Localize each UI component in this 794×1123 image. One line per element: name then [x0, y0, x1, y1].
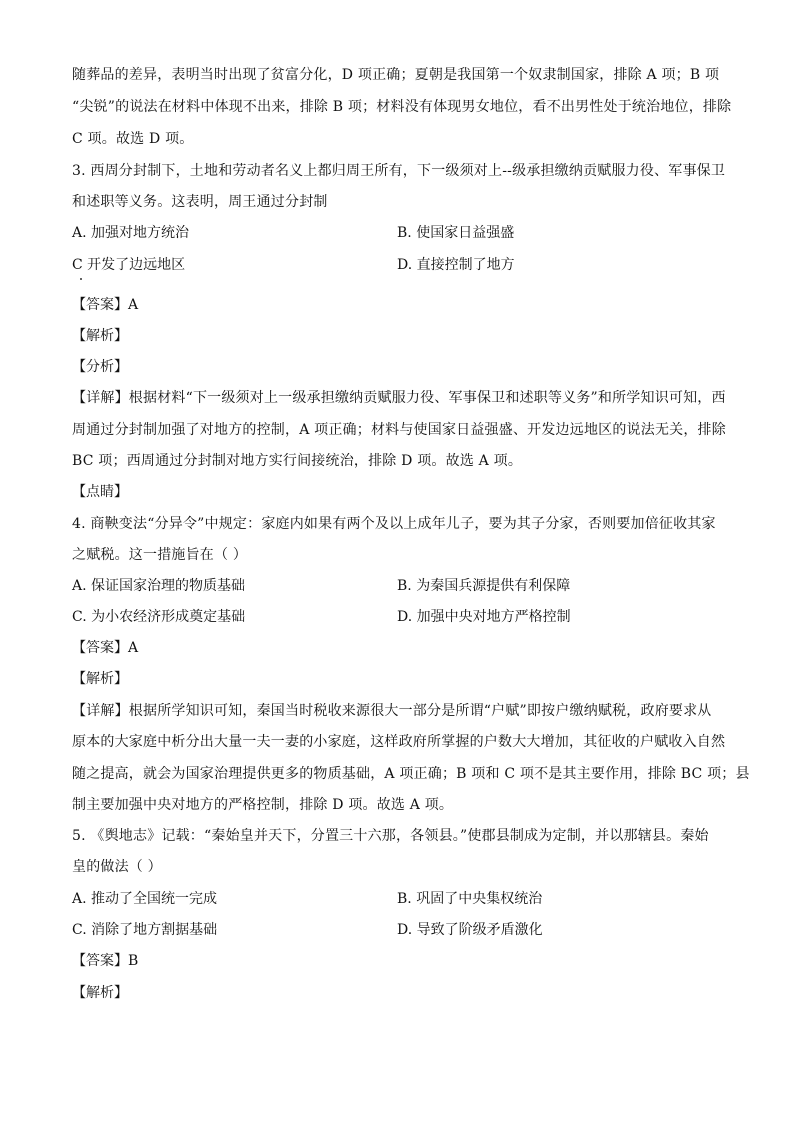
q4-option-c: C. 为小农经济形成奠定基础: [72, 609, 246, 625]
q4-answer: 【答案】A: [72, 640, 139, 656]
q4-stem-line-2: 之赋税。这一措施旨在（ ）: [72, 547, 248, 563]
intro-line-2: “尖锐”的说法在材料中体现不出来，排除 B 项；材料没有体现男女地位，看不出男性处于统治地位，排除: [72, 99, 732, 115]
q4-stem-line-1: 4. 商鞅变法“分异令”中规定：家庭内如果有两个及以上成年儿子，要为其子分家，否则要加倍征收其家: [72, 516, 716, 532]
q4-detail-line-3: 随之提高，就会为国家治理提供更多的物质基础，A 项正确；B 项和 C 项不是其主要作用，排除 BC 项；县: [72, 766, 750, 782]
q3-detail-line-3: BC 项；西周通过分封制对地方实行间接统治，排除 D 项。故选 A 项。: [72, 453, 523, 469]
q3-dianjing-heading: 【点睛】: [72, 484, 128, 500]
q3-detail-line-2: 周通过分封制加强了对地方的控制，A 项正确；材料与使国家日益强盛、开发边远地区的说法无关，排除: [72, 422, 726, 438]
q5-option-b: B. 巩固了中央集权统治: [397, 891, 543, 907]
q3-option-c: C 开发了边远地区: [72, 257, 186, 273]
q5-analysis-heading: 【解析】: [72, 985, 128, 1001]
q5-option-d: D. 导致了阶级矛盾激化: [397, 922, 543, 938]
q4-option-a: A. 保证国家治理的物质基础: [72, 578, 246, 594]
q4-detail-line-2: 原本的大家庭中析分出大量一夫一妻的小家庭，这样政府所掌握的户数大大增加，其征收的户赋收入自然: [72, 734, 726, 750]
stray-dot: [80, 278, 82, 280]
q3-fenxi-heading: 【分析】: [72, 359, 128, 375]
q5-stem-line-1: 5. 《舆地志》记载：“秦始皇并天下，分置三十六那，各领县。”使郡县制成为定制，并以那辖县。秦始: [72, 828, 709, 844]
q3-option-d: D. 直接控制了地方: [397, 257, 515, 273]
q5-option-a: A. 推动了全国统一完成: [72, 891, 218, 907]
q3-option-a: A. 加强对地方统治: [72, 225, 190, 241]
q4-option-b: B. 为秦国兵源提供有利保障: [397, 578, 571, 594]
q3-analysis-heading: 【解析】: [72, 328, 128, 344]
q3-detail-line-1: 【详解】根据材料“下一级须对上一级承担缴纳贡赋服力役、军事保卫和述职等义务”和所学知识可知，西: [72, 390, 726, 406]
q4-detail-line-4: 制主要加强中央对地方的严格控制，排除 D 项。故选 A 项。: [72, 797, 454, 813]
q3-answer: 【答案】A: [72, 297, 139, 313]
intro-line-3: C 项。故选 D 项。: [72, 131, 194, 147]
q3-option-b: B. 使国家日益强盛: [397, 225, 515, 241]
intro-line-1: 随葬品的差异，表明当时出现了贫富分化，D 项正确；夏朝是我国第一个奴隶制国家，排除 A 项；B 项: [72, 67, 720, 83]
q5-stem-line-2: 皇的做法（ ）: [72, 859, 162, 875]
q4-analysis-heading: 【解析】: [72, 671, 128, 687]
q3-stem-line-2: 和述职等义务。这表明，周王通过分封制: [72, 194, 328, 210]
q3-stem-line-1: 3. 西周分封制下，土地和劳动者名义上都归周王所有，下一级须对上--级承担缴纳贡赋服力役、军事保卫: [72, 163, 726, 179]
q4-option-d: D. 加强中央对地方严格控制: [397, 609, 571, 625]
q4-detail-line-1: 【详解】根据所学知识可知，秦国当时税收来源很大一部分是所谓“户赋”即按户缴纳赋税，政府要求从: [72, 703, 712, 719]
q5-answer: 【答案】B: [72, 953, 139, 969]
q5-option-c: C. 消除了地方割据基础: [72, 922, 218, 938]
